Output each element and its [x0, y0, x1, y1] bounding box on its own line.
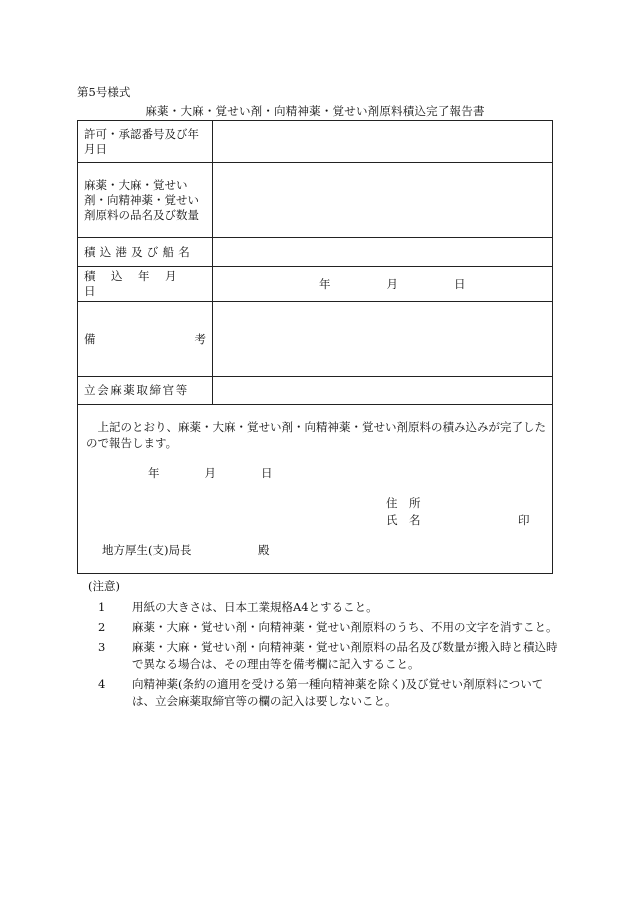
officer-label-text: 立会麻薬取締官等 [84, 383, 189, 397]
report-date-month: 月 [204, 466, 216, 480]
port-label [78, 238, 213, 267]
notes-heading: (注意) [88, 579, 120, 593]
honorific: 殿 [258, 543, 270, 557]
note-text: 麻薬・大麻・覚せい剤・向精神薬・覚せい剤原料の品名及び数量が搬入時と積込時で異なる場合は、その理由等を備考欄に記入すること。 [132, 640, 558, 671]
date-year: 年 [319, 277, 331, 291]
note-number: 3 [98, 640, 106, 654]
note-text: 向精神薬(条約の適用を受ける第一種向精神薬を除く)及び覚せい剤原料については、立会麻薬取締官等の欄の記入は要しないこと。 [132, 677, 544, 708]
note-number: 4 [98, 677, 106, 691]
item-field[interactable] [213, 163, 553, 238]
item-row [78, 163, 553, 238]
item-label: 麻薬・大麻・覚せい剤・向精神薬・覚せい剤原料の品名及び数量 [78, 163, 213, 238]
date-value [213, 276, 552, 292]
remarks-label [78, 302, 213, 377]
date-row [78, 267, 553, 302]
note-text: 用紙の大きさは、日本工業規格A4とすること。 [132, 600, 378, 614]
permit-row [78, 121, 553, 163]
date-label-text: 積込年月日 [84, 269, 192, 298]
notes-section [88, 578, 558, 713]
declaration-box [78, 405, 553, 574]
officer-row [78, 377, 553, 405]
note-item [88, 639, 558, 673]
note-text: 麻薬・大麻・覚せい剤・向精神薬・覚せい剤原料のうち、不用の文字を消すこと。 [132, 620, 558, 634]
name-label: 氏 名 [386, 513, 421, 527]
port-row [78, 238, 553, 267]
seal-mark: 印 [518, 513, 530, 527]
report-date[interactable] [148, 465, 287, 481]
form-number: 第5号様式 [77, 85, 131, 99]
note-item [88, 676, 558, 710]
date-month: 月 [386, 277, 398, 291]
officer-label [78, 377, 213, 405]
report-date-year: 年 [148, 466, 160, 480]
report-form-table [77, 120, 553, 574]
note-number: 1 [98, 600, 106, 614]
note-item [88, 599, 558, 616]
port-field[interactable] [213, 238, 553, 267]
footer-row [78, 405, 553, 574]
port-label-text: 積込港及び船名 [84, 244, 194, 259]
permit-field[interactable] [213, 121, 553, 163]
remarks-field[interactable] [213, 302, 553, 377]
date-label [78, 267, 213, 302]
note-number: 2 [98, 620, 106, 634]
officer-field[interactable] [213, 377, 553, 405]
address-label: 住 所 [386, 496, 421, 510]
remarks-label-a: 備 [84, 331, 96, 346]
remarks-label-b: 考 [194, 331, 206, 346]
document-title: 麻薬・大麻・覚せい剤・向精神薬・覚せい剤原料積込完了報告書 [145, 104, 485, 118]
permit-label: 許可・承認番号及び年月日 [78, 121, 213, 163]
note-item [88, 619, 558, 636]
report-date-day: 日 [261, 466, 273, 480]
date-field[interactable] [213, 267, 553, 302]
report-statement: 上記のとおり、麻薬・大麻・覚せい剤・向精神薬・覚せい剤原料の積み込みが完了したので報告します。 [86, 420, 546, 450]
addressee: 地方厚生(支)局長 [102, 543, 192, 557]
date-day: 日 [454, 277, 466, 291]
remarks-row [78, 302, 553, 377]
